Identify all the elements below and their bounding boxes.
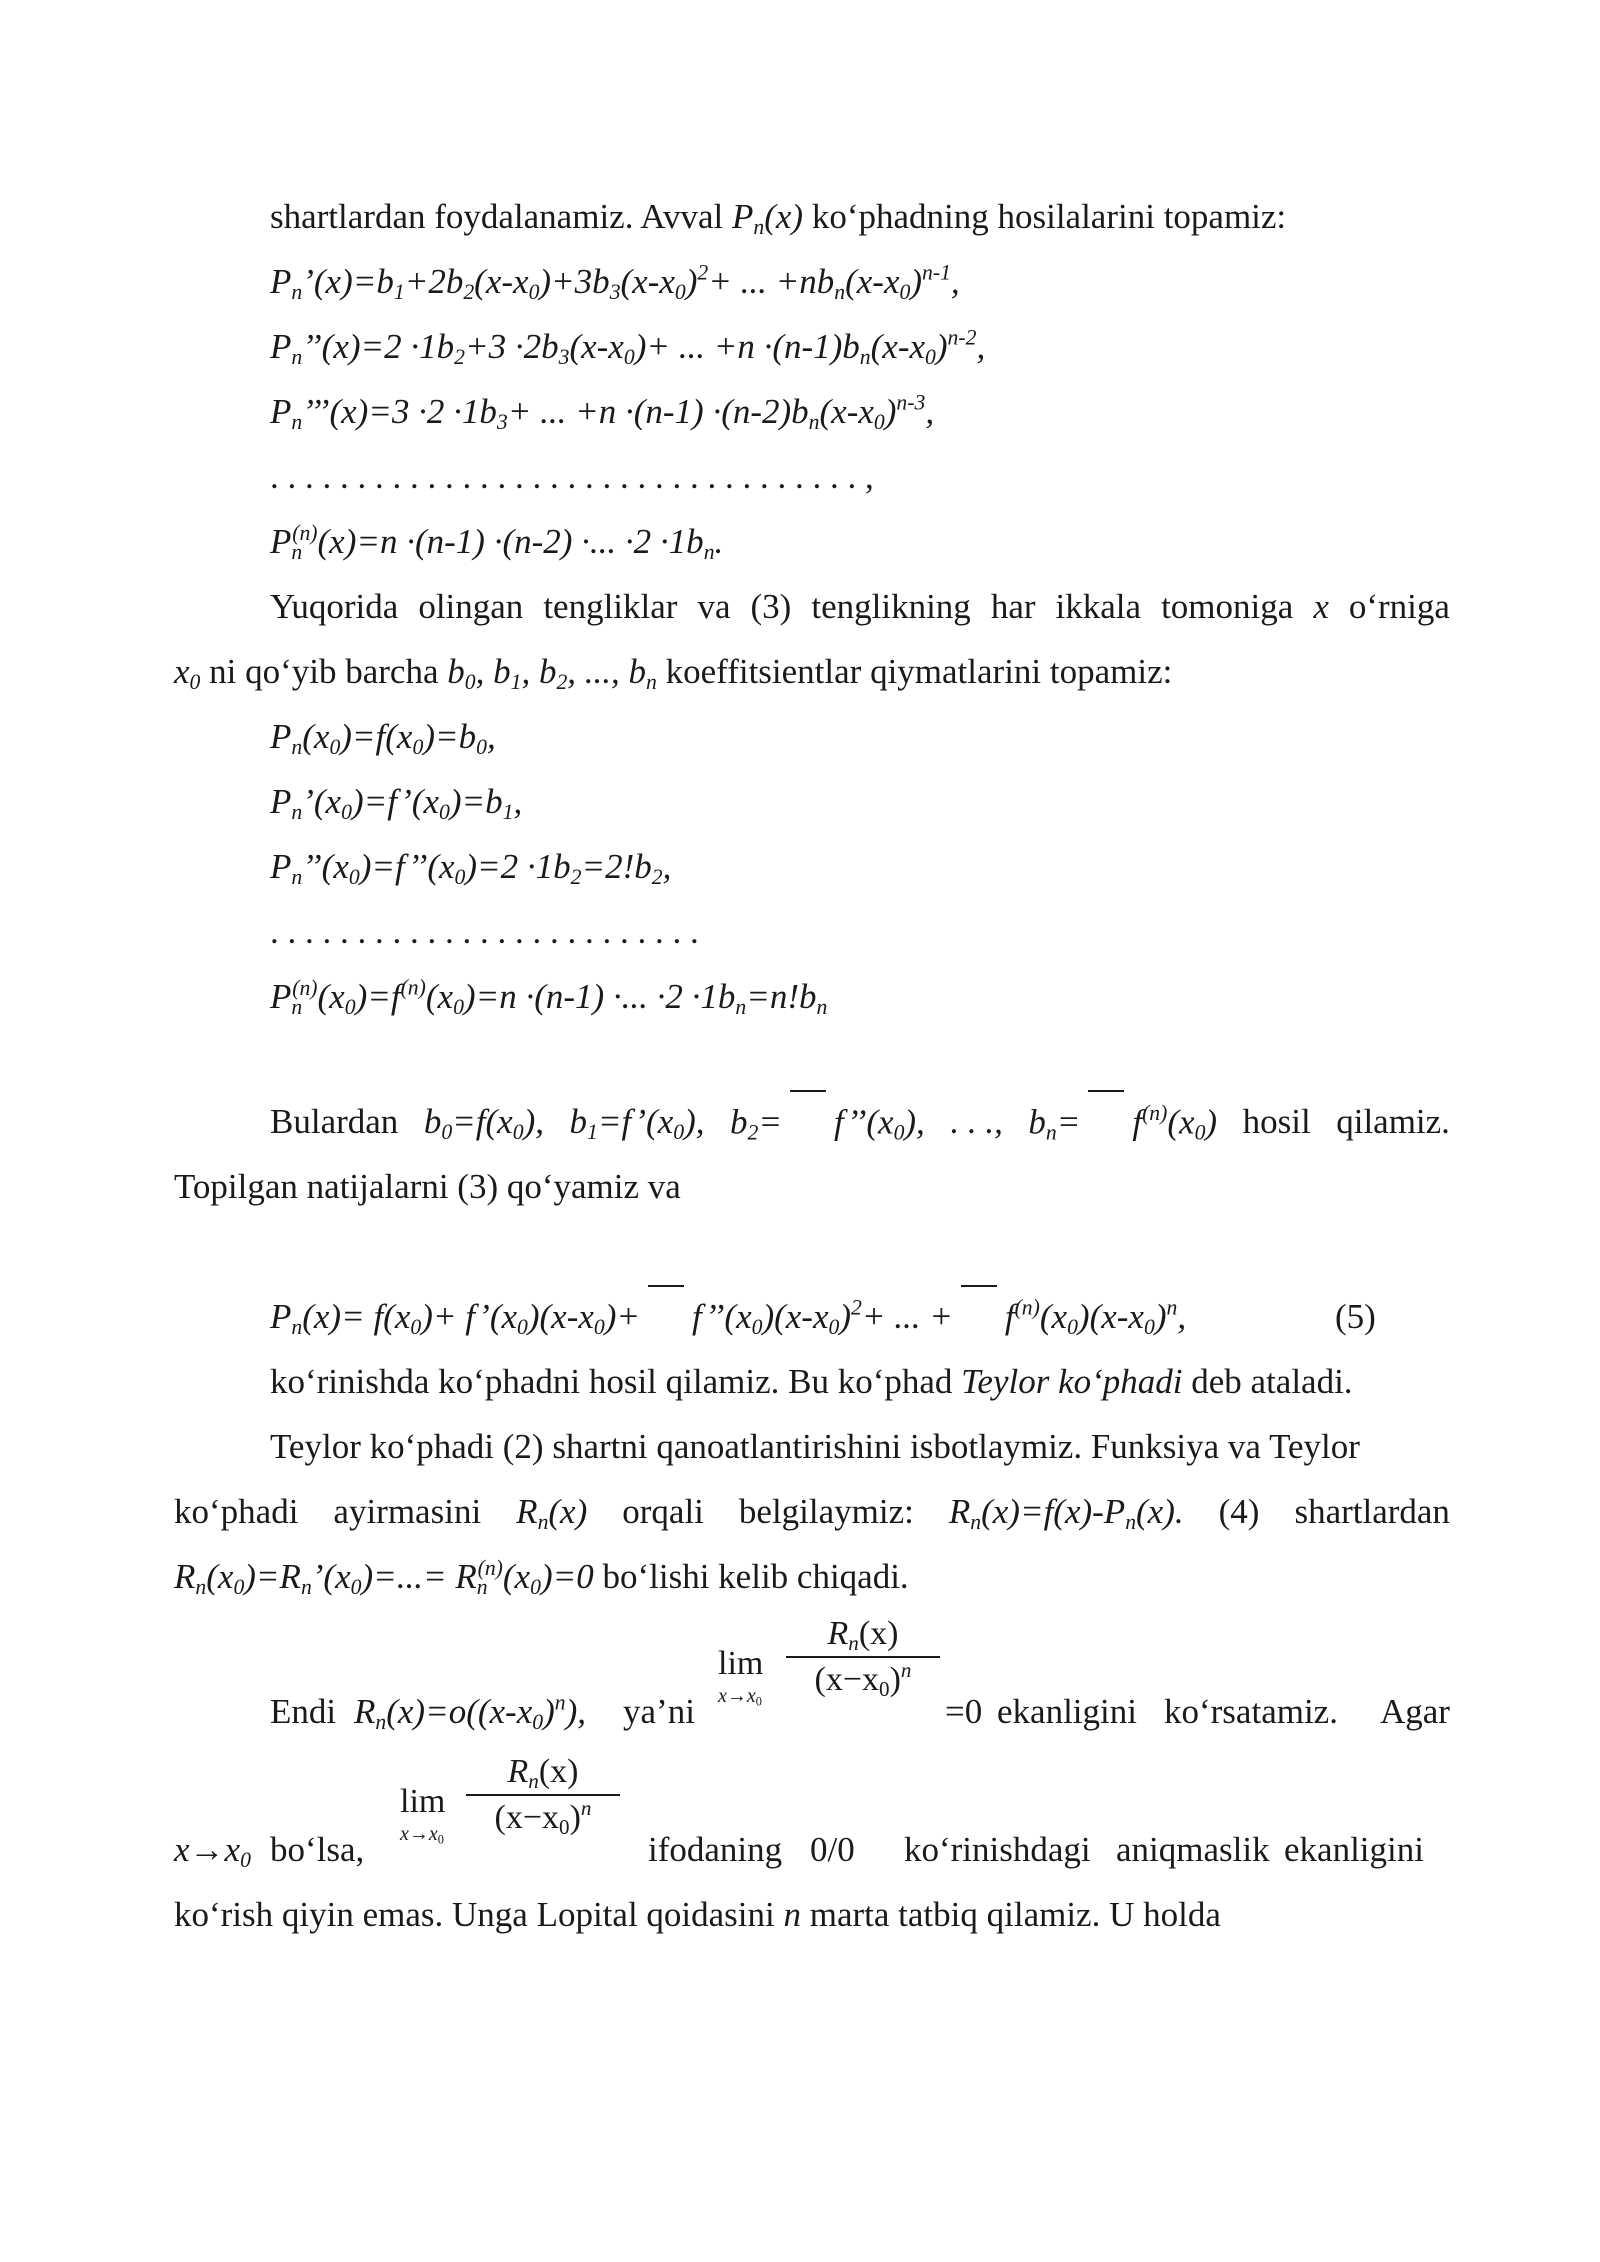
math: (x)=n ·(n-1) ·(n-2) ·... ·2 ·1b — [317, 522, 704, 561]
fraction-numerator — [786, 1612, 940, 1656]
math-sub: n — [291, 540, 303, 565]
math-sub: n — [808, 410, 820, 435]
math: )=b — [423, 717, 477, 756]
math: b — [569, 1102, 587, 1141]
math: = — [758, 1102, 782, 1142]
math: )(x-x — [1077, 1297, 1144, 1337]
math: (x-x — [870, 327, 926, 366]
math-sub: 0 — [189, 670, 201, 695]
math-sub: 3 — [496, 410, 508, 435]
math-sub: 0 — [925, 345, 936, 370]
math: + ... +nb — [708, 262, 835, 301]
math-sub: 0 — [464, 670, 476, 695]
equation-derivative-3 — [270, 380, 1450, 444]
math: =f(x — [452, 1102, 513, 1141]
math: (x)=o((x-x — [386, 1692, 533, 1731]
word: aniqmaslik — [1116, 1830, 1270, 1869]
math: ’(x)=b — [302, 262, 394, 301]
math-sub: n — [753, 215, 765, 240]
math: R — [174, 1557, 196, 1596]
math-sub: n — [735, 995, 747, 1020]
paragraph-6-line-1 — [270, 1680, 1450, 1744]
math: R — [827, 1615, 849, 1652]
math: )=2 ·1b — [465, 847, 571, 886]
math-limit-arrow — [174, 1818, 251, 1882]
math: ) — [543, 1692, 555, 1731]
math-sub: 0 — [593, 1315, 605, 1340]
paragraph-2-line-1 — [270, 575, 1450, 639]
math-sub: 3 — [558, 345, 570, 370]
math-sub: 1 — [587, 1120, 598, 1145]
math-sup: (n) — [292, 975, 318, 1000]
math-sub: n — [646, 670, 657, 695]
text: ko‘rish qiyin emas. Unga Lopital qoidasini — [174, 1895, 784, 1934]
math-sub: n — [291, 280, 303, 305]
math-P: P — [731, 197, 754, 236]
math: (x — [1039, 1297, 1068, 1337]
math-sub: 0 — [437, 1832, 444, 1847]
math: )=f’’(x — [359, 847, 455, 886]
math-sub: 0 — [530, 1575, 541, 1600]
text: koeffitsientlar qiymatlarini topamiz: — [656, 652, 1173, 691]
math: (x) — [548, 1492, 588, 1531]
word: ekanligini — [997, 1692, 1137, 1731]
math: ) — [884, 392, 897, 431]
math: R — [354, 1692, 376, 1731]
math: , b — [475, 652, 511, 691]
word: (3) — [750, 587, 792, 626]
math: )+3b — [539, 262, 610, 301]
math-sub: 0 — [674, 280, 686, 305]
math-sub: 0 — [350, 1575, 362, 1600]
math: + ... +n ·(n-1) ·(n-2)b — [507, 392, 809, 431]
math: )=b — [449, 782, 503, 821]
math-sub: 0 — [476, 735, 487, 760]
math-sup: 2 — [851, 1295, 862, 1320]
dots: . . . . . . . . . . . . . . . . . . . . . . . . . . . . . . . . . . , — [270, 457, 874, 496]
math: b — [730, 1102, 748, 1142]
math: )+ ... +n ·(n-1)b — [634, 327, 860, 366]
math-sub: n — [970, 1510, 982, 1535]
math: ) — [1205, 1102, 1218, 1142]
math: ) — [1154, 1297, 1167, 1337]
text: ni qo‘yib barcha — [200, 652, 448, 691]
lim-sub-text: x→x — [718, 1685, 756, 1707]
fraction-bar — [961, 1285, 997, 1295]
math: b — [423, 1102, 442, 1141]
equation-value-0 — [270, 705, 1450, 769]
paragraph-6-line-2 — [174, 1818, 1450, 1882]
math-dots: . . ., — [950, 1102, 1003, 1141]
math-sub: 0 — [344, 995, 356, 1020]
math: f’’(x — [692, 1297, 752, 1337]
math-sub: 0 — [899, 280, 911, 305]
math: , — [662, 847, 672, 886]
math: )+ f’(x — [421, 1297, 518, 1337]
math-sup: n — [900, 1657, 912, 1682]
math-sub: 0 — [233, 1575, 245, 1600]
word: ayirmasini — [333, 1492, 482, 1531]
math: (x-x — [819, 392, 874, 431]
math-sub: 0 — [329, 735, 341, 760]
math: (x-x — [474, 262, 529, 301]
lim-word: lim — [718, 1645, 764, 1682]
math-sub: n — [703, 540, 715, 565]
math: )(x-x — [527, 1297, 594, 1337]
text: marta tatbiq qilamiz. U holda — [801, 1895, 1221, 1934]
math-sub: 0 — [348, 865, 360, 890]
math: (x−x — [814, 1661, 880, 1698]
paragraph-5-line-1 — [270, 1415, 1450, 1479]
math-sub: n — [859, 345, 871, 370]
math: P — [270, 522, 292, 561]
word: ifodaning — [648, 1830, 783, 1869]
math-sub: n — [816, 995, 828, 1020]
math: P — [270, 1297, 292, 1337]
equation-value-1 — [270, 770, 1450, 834]
math-sub: n — [537, 1510, 549, 1535]
math: (x — [302, 717, 330, 756]
math: ), — [904, 1102, 925, 1142]
math: , — [925, 392, 935, 431]
math: b — [1028, 1102, 1046, 1142]
math-sub: 0 — [528, 280, 540, 305]
math: (x — [206, 1557, 234, 1596]
term-emphasis: Teylor ko‘phadi — [961, 1362, 1183, 1401]
math-sub: 0 — [873, 410, 885, 435]
math-sup: (n) — [477, 1555, 503, 1580]
math: , — [950, 262, 960, 301]
math: =f(x)-P — [1019, 1492, 1126, 1531]
word: olingan — [418, 587, 524, 626]
math: (x-x — [569, 327, 624, 366]
text: ko‘phadning hosilalarini topamiz: — [803, 197, 1287, 236]
math-sub: 0 — [828, 1315, 840, 1340]
math: P — [270, 392, 292, 431]
word: qilamiz. — [1336, 1102, 1450, 1141]
math: )=f — [355, 977, 401, 1016]
math-sub: n — [476, 1575, 488, 1600]
math-x: x — [1313, 587, 1329, 626]
math: ) — [685, 262, 698, 301]
equation-value-2 — [270, 835, 1450, 899]
math-sup: n — [580, 1795, 592, 1820]
math-sub: 0 — [751, 1315, 763, 1340]
word: va — [697, 587, 731, 626]
math: )=0 — [540, 1557, 594, 1596]
math: P — [270, 847, 292, 886]
math: +3 ·2b — [464, 327, 559, 366]
math-sub: 0 — [454, 865, 466, 890]
math: )(x-x — [762, 1297, 829, 1337]
text: Teylor ko‘phadi (2) shartni qanoatlantirishini isbotlaymiz. Funksiya va Teylor — [270, 1427, 1360, 1466]
math: (x). — [1136, 1492, 1184, 1531]
paragraph-5-line-2 — [174, 1480, 1450, 1544]
math-sub: 0 — [893, 1120, 905, 1145]
text-line-1 — [270, 185, 1450, 249]
math: P — [270, 977, 292, 1016]
math-sub: 0 — [755, 1694, 762, 1709]
math: ), — [684, 1102, 705, 1141]
math: (x)= f(x — [302, 1297, 411, 1337]
math: , — [976, 327, 986, 366]
math: (x) — [858, 1615, 899, 1652]
word: hosil — [1242, 1102, 1311, 1141]
math: + ... + — [861, 1297, 953, 1337]
math: (x — [1167, 1102, 1195, 1142]
ellipsis-row-2 — [270, 900, 1450, 964]
dots: . . . . . . . . . . . . . . . . . . . . . . . . . — [270, 912, 699, 951]
math-sub: n — [834, 280, 846, 305]
math: +2b — [404, 262, 464, 301]
math: x→x — [174, 1830, 241, 1869]
math: , ..., b — [567, 652, 647, 691]
math-sub: n — [291, 735, 303, 760]
math: ) — [910, 262, 922, 301]
word: ko‘phadi — [174, 1492, 299, 1531]
math-sub: n — [375, 1710, 387, 1735]
math-sub: 2 — [454, 345, 465, 370]
math: (x−x — [494, 1799, 560, 1836]
math-sub: 0 — [453, 995, 464, 1020]
math-sub: 0 — [410, 1315, 422, 1340]
math: )=f(x — [340, 717, 413, 756]
math-sup: (n) — [1142, 1100, 1168, 1125]
math: )=n ·(n-1) ·... ·2 ·1b — [463, 977, 736, 1016]
math-sub: 0 — [559, 1814, 570, 1839]
math-sub: n — [528, 1768, 539, 1793]
math-sub: 2 — [747, 1120, 759, 1145]
math-sub: 2 — [556, 670, 568, 695]
math-sub: n — [1125, 1510, 1137, 1535]
math: ’’(x)=2 ·1b — [302, 327, 455, 366]
word: ko‘rsatamiz. — [1164, 1692, 1338, 1731]
word: orqali — [622, 1492, 704, 1531]
math-sub: 0 — [441, 1120, 453, 1145]
math: , — [486, 717, 496, 756]
ellipsis-row-1 — [270, 445, 1450, 509]
math-sub: 0 — [673, 1120, 685, 1145]
math: (x-x — [845, 262, 900, 301]
math: ’’(x — [302, 847, 349, 886]
word: ko‘rinishdagi — [904, 1830, 1091, 1869]
math-x: (x) — [764, 197, 804, 236]
word: shartlardan — [1294, 1492, 1450, 1531]
equation-derivative-n — [270, 510, 1450, 574]
lim-sub-text: x→x — [400, 1823, 438, 1845]
math-sup: (n) — [400, 975, 426, 1000]
math-sub: 1 — [510, 670, 522, 695]
word: 0/0 — [810, 1830, 855, 1869]
math: )=R — [244, 1557, 301, 1596]
word: tomoniga — [1161, 587, 1294, 626]
word: tengliklar — [543, 587, 678, 626]
paragraph-2-line-2 — [174, 640, 1450, 704]
math: =2!b — [581, 847, 652, 886]
math: (x-x — [620, 262, 675, 301]
math-sup: n — [1166, 1295, 1178, 1320]
math-sub: 1 — [393, 280, 405, 305]
math-sub: n — [195, 1575, 207, 1600]
math-sub: 2 — [570, 865, 582, 890]
math: R — [516, 1492, 538, 1531]
math-sub: 0 — [532, 1710, 544, 1735]
paragraph-5-line-3 — [174, 1545, 1450, 1609]
math: =n!b — [746, 977, 817, 1016]
math-sup: (n) — [1014, 1295, 1040, 1320]
math: n — [783, 1895, 801, 1934]
math-sub: n — [291, 410, 303, 435]
math-sub: 0 — [512, 1120, 524, 1145]
math: ) — [839, 1297, 851, 1337]
math: x — [174, 652, 190, 691]
word: =0 — [945, 1692, 983, 1731]
math: ) — [889, 1661, 901, 1698]
word: Yuqorida — [270, 587, 399, 626]
math-sub: n — [1045, 1120, 1057, 1145]
math: (x) — [538, 1753, 579, 1790]
math-sub: 0 — [1194, 1120, 1206, 1145]
math-sub: 0 — [341, 800, 352, 825]
math-sub: 0 — [1143, 1315, 1155, 1340]
math-sub: n — [291, 800, 303, 825]
math-sub: 0 — [439, 800, 450, 825]
math: ) — [569, 1799, 581, 1836]
math: ’(x — [302, 782, 342, 821]
math: , b — [521, 652, 557, 691]
math-sub: n — [848, 1630, 859, 1655]
math-sup: 2 — [697, 260, 709, 285]
math: (x — [317, 977, 345, 1016]
math: ’’’(x)=3 ·2 ·1b — [302, 392, 497, 431]
math: =f’(x — [597, 1102, 674, 1141]
math-sub: 0 — [412, 735, 424, 760]
math-sub: n — [291, 865, 303, 890]
math: (x) — [981, 1492, 1020, 1531]
paragraph-6-line-3 — [174, 1883, 1450, 1947]
math-sub: 0 — [240, 1848, 251, 1873]
text: bo‘lishi kelib chiqadi. — [593, 1557, 909, 1596]
fraction-bar — [790, 1090, 826, 1100]
math-sub: n — [300, 1575, 312, 1600]
text: shartlardan foydalanamiz. Avval — [270, 197, 732, 236]
word: ya’ni — [623, 1692, 695, 1731]
math: f — [1004, 1297, 1015, 1337]
math-sub: n — [291, 995, 303, 1020]
math-sub: 0 — [623, 345, 635, 370]
lim-word: lim — [400, 1783, 446, 1820]
math-sub: 0 — [1067, 1315, 1078, 1340]
math: , — [1177, 1297, 1187, 1337]
text: Topilgan natijalarni (3) qo‘yamiz va — [174, 1167, 681, 1206]
equation-number: (5) — [1335, 1297, 1376, 1336]
word: belgilaymiz: — [738, 1492, 914, 1531]
word: Endi — [270, 1692, 337, 1731]
math: R — [507, 1753, 529, 1790]
math: P — [270, 262, 292, 301]
math-sup: n-2 — [947, 325, 977, 350]
fraction-bar — [648, 1285, 684, 1295]
equation-derivative-2 — [270, 315, 1450, 379]
word: tenglikning — [811, 587, 971, 626]
math-sub: n — [291, 1315, 303, 1340]
math: ) — [935, 327, 948, 366]
math: f — [1132, 1102, 1143, 1142]
math-sup: n — [554, 1690, 566, 1715]
equation-value-n — [270, 965, 1450, 1029]
fraction-numerator — [466, 1750, 620, 1794]
math: ), — [523, 1102, 544, 1141]
word: ekanligini — [1284, 1830, 1424, 1869]
math: . — [714, 522, 724, 561]
math: f’’(x — [834, 1102, 894, 1142]
math-sub: 0 — [879, 1676, 890, 1701]
math: P — [270, 782, 292, 821]
math: P — [270, 717, 292, 756]
paragraph-3-line-1 — [270, 1090, 1450, 1154]
word: ikkala — [1055, 587, 1142, 626]
math-sup: n-3 — [896, 390, 926, 415]
paragraph-4-line-1 — [270, 1350, 1450, 1414]
math: b — [447, 652, 465, 691]
math-sub: 2 — [463, 280, 475, 305]
math: ’(x — [311, 1557, 351, 1596]
math-sub: n — [291, 345, 303, 370]
math-sub: 1 — [502, 800, 514, 825]
text: ko‘rinishda ko‘phadni hosil qilamiz. Bu ko‘phad — [270, 1362, 962, 1401]
math-sub: 0 — [517, 1315, 528, 1340]
word: Agar — [1380, 1692, 1450, 1731]
word: bo‘lsa, — [270, 1830, 365, 1869]
fraction-bar — [1088, 1090, 1124, 1100]
word: o‘rniga — [1348, 587, 1450, 626]
math: ), — [565, 1692, 586, 1731]
math: P — [270, 327, 292, 366]
math: (x — [425, 977, 454, 1016]
math: )=f’(x — [351, 782, 439, 821]
math-sup: n-1 — [922, 260, 951, 285]
math: (x — [502, 1557, 531, 1596]
math-sub: 2 — [651, 865, 663, 890]
equation-taylor-polynomial — [270, 1285, 1450, 1349]
math: )=...= R — [361, 1557, 477, 1596]
equation-derivative-1 — [270, 250, 1450, 314]
math-sub: 3 — [609, 280, 621, 305]
word: Bulardan — [270, 1102, 399, 1141]
math: = — [1056, 1102, 1081, 1142]
math-sup: (n) — [292, 520, 318, 545]
word: (4) — [1218, 1492, 1260, 1531]
math: )+ — [604, 1297, 641, 1337]
text: deb ataladi. — [1182, 1362, 1353, 1401]
math: R — [948, 1492, 971, 1531]
math: , — [513, 782, 523, 821]
paragraph-3-line-2 — [174, 1155, 1450, 1219]
word: har — [990, 587, 1036, 626]
